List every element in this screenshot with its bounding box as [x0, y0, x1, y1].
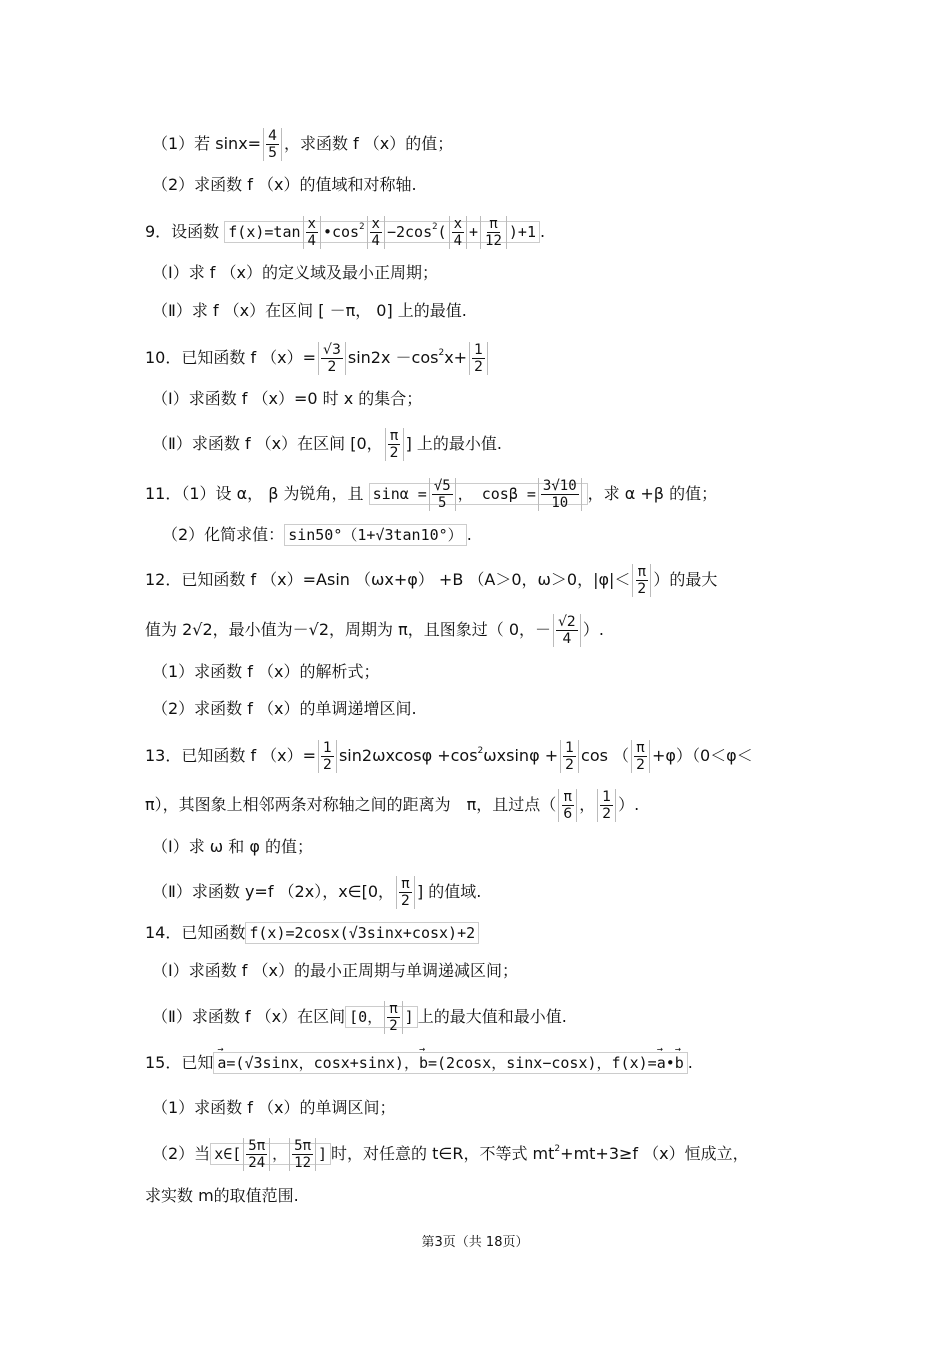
- question-14-part-1: （Ⅰ）求函数 f （x）的最小正周期与单调递减区间；: [152, 961, 518, 980]
- question-15-part-1: （1）求函数 f （x）的单调区间；: [152, 1098, 396, 1117]
- question-10: 10．已知函数 f （x）= $\frac{√3}{2}$ $\sin 2x -\cos^2x+$ $\frac{1}{2}$: [145, 342, 490, 375]
- question-15: 15．已知→ a=(√3sinx，cosx+sinx)，→ b=(2cosx，sinx−cosx)，f(x)=→ a•→ b .: [145, 1052, 693, 1074]
- formula-box: f(x)=2cosx(√3sinx+cosx)+2: [245, 922, 479, 944]
- question-13: 13．已知函数 f （x）= $\frac{1}{2}$ $\sin 2\omega xcos\varphi +\cos^2\omega xsin\varphi$ + $\frac{1}{2}$ cos （ $\frac{\pi}{2}$ +φ）（0＜φ＜: [145, 740, 753, 773]
- question-10-part-2: （Ⅱ）求函数 f （x）在区间 [0， $\frac{\pi}{2}$ ] 上的最小值.: [152, 428, 503, 461]
- question-11: 11．（1）设 α， β 为锐角，且 sinα = $\frac{√5}{5}$ ， cosβ = $\frac{3√10}{10}$ ，求 α +β 的值；: [145, 478, 718, 511]
- question-11-part-2: （2）化简求值： sin50°（1+√3tan10°） .: [162, 525, 472, 544]
- question-8-part-2: （2）求函数 f （x）的值域和对称轴.: [152, 175, 417, 194]
- question-14: 14．已知函数 f(x)=2cosx(√3sinx+cosx)+2: [145, 922, 479, 944]
- formula-box: sin50°（1+√3tan10°）: [284, 524, 467, 546]
- page-footer: 第3页（共 18页）: [421, 1235, 529, 1250]
- question-8-part-1: （1）若 sinx= $\frac{4}{5}$ ，求函数 f （x）的值；: [152, 128, 454, 161]
- question-15-cont: 求实数 m的取值范围.: [145, 1186, 299, 1205]
- formula-box: [0， $\frac{\pi}{2}$ ]: [345, 1006, 418, 1028]
- question-13-cont: π），其图象上相邻两条对称轴之间的距离为 π，且过点（ $\frac{\pi}{6}$ ， $\frac{1}{2}$ ）.: [145, 789, 640, 822]
- question-9-part-2: （Ⅱ）求 f （x）在区间 [ －π， 0] 上的最值.: [152, 301, 467, 320]
- question-15-part-2: （2）当 x∈[ $\frac{5\pi}{24}$ ， $\frac{5\pi}{12}$ ] 时，对任意的 t∈R，不等式 $mt^2+mt+3\ge f$ （x）恒成立，: [152, 1138, 749, 1171]
- formula-box: → a=(√3sinx，cosx+sinx)，→ b=(2cosx，sinx−cosx)，f(x)=→ a•→ b: [213, 1052, 687, 1074]
- formula-box: sinα = $\frac{√5}{5}$ ， cosβ = $\frac{3√10}{10}$: [369, 483, 588, 505]
- question-13-part-1: （Ⅰ）求 ω 和 φ 的值；: [152, 837, 314, 856]
- question-12-part-2: （2）求函数 f （x）的单调递增区间.: [152, 699, 417, 718]
- question-12-cont: 值为 2√2，最小值为－√2，周期为 π，且图象过（ 0，－ $\frac{√2}{4}$ ）.: [145, 614, 604, 647]
- formula-box: f(x)=tan $\frac{x}{4}$ $•\cos^2$ $\frac{x}{4}$ $-2\cos^2$( $\frac{x}{4}$ + $\frac{\pi}{12}$ )+1: [224, 221, 540, 243]
- question-12-part-1: （1）求函数 f （x）的解析式；: [152, 662, 380, 681]
- question-12: 12．已知函数 f （x）=Asin （ωx+φ） +B （A＞0，ω＞0，|φ|＜ $\frac{\pi}{2}$ ）的最大: [145, 564, 718, 597]
- question-9: 9．设函数 f(x)=tan $\frac{x}{4}$ $•\cos^2$ $\frac{x}{4}$ $-2\cos^2$( $\frac{x}{4}$ + $\frac{\pi}{12}$ )+1 .: [145, 216, 546, 249]
- formula-box: x∈[ $\frac{5\pi}{24}$ ， $\frac{5\pi}{12}$ ]: [210, 1143, 331, 1165]
- question-9-part-1: （Ⅰ）求 f （x）的定义域及最小正周期；: [152, 263, 438, 282]
- question-13-part-2: （Ⅱ）求函数 y=f （2x），x∈[0， $\frac{\pi}{2}$ ] 的值域.: [152, 876, 482, 909]
- question-14-part-2: （Ⅱ）求函数 f （x）在区间 [0， $\frac{\pi}{2}$ ] 上的最大值和最小值.: [152, 1001, 567, 1034]
- question-10-part-1: （Ⅰ）求函数 f （x）=0 时 x 的集合；: [152, 389, 423, 408]
- fraction: $\frac{4}{5}$: [263, 128, 282, 161]
